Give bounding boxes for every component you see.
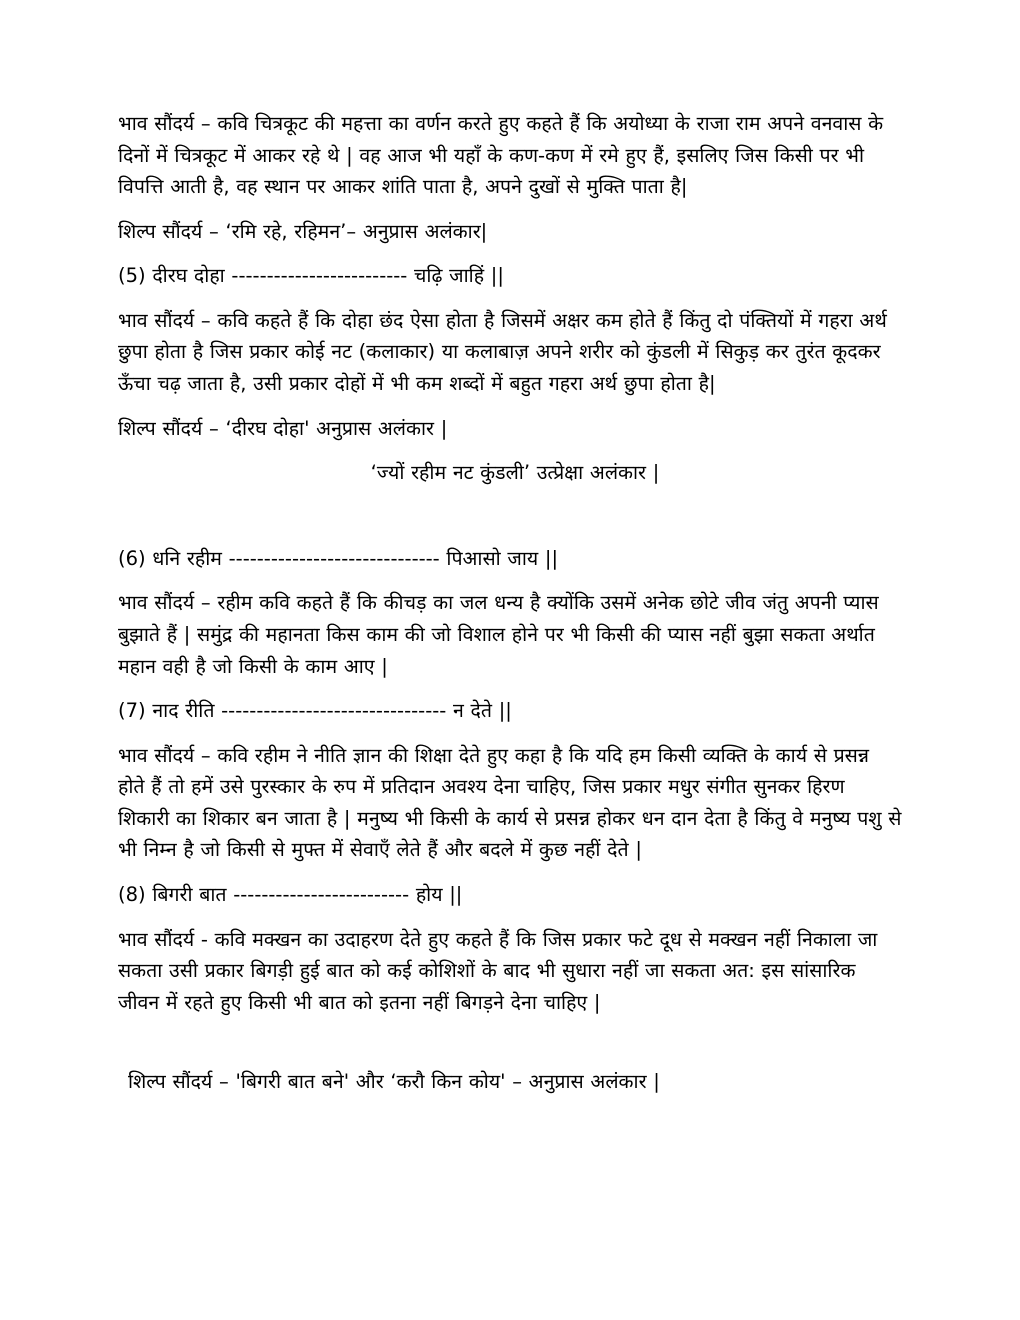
- paragraph-shilp-saundarya-deergh-doha: शिल्प सौंदर्य – ‘दीरघ दोहा' अनुप्रास अलंकार |: [118, 416, 448, 440]
- heading-doha-7: (7) नाद रीति -------------------------------- न देते ||: [118, 699, 512, 723]
- paragraph-bhav-saundarya-doha-6: भाव सौंदर्य – रहीम कवि कहते हैं कि कीचड़ का जल धन्य है क्योंकि उसमें अनेक छोटे जीव जंतु अपनी प्यास बुझाते हैं | समुंद्र की महानता किस काम की जो विशाल होने पर भी किसी की प्यास नहीं बुझा सकता अर्थात महान वही है जो किसी के काम आए |: [118, 591, 879, 678]
- heading-doha-5: (5) दीरघ दोहा ------------------------- चढ़ि जाहिं ||: [118, 264, 504, 288]
- paragraph-utpreksha-alankar: ‘ज्यों रहीम नट कुंडली’ उत्प्रेक्षा अलंकार |: [370, 461, 660, 485]
- heading-doha-6: (6) धनि रहीम ------------------------------ पिआसो जाय ||: [118, 546, 559, 570]
- heading-doha-8: (8) बिगरी बात ------------------------- होय ||: [118, 882, 463, 906]
- paragraph-bhav-saundarya-doha-7: भाव सौंदर्य – कवि रहीम ने नीति ज्ञान की शिक्षा देते हुए कहा है कि यदि हम किसी व्यक्ति के कार्य से प्रसन्न होते हैं तो हमें उसे पुरस्कार के रुप में प्रतिदान अवश्य देना चाहिए, जिस प्रकार मधुर संगीत सुनकर हिरण शिकारी का शिकार बन जाता है | मनुष्य भी किसी के कार्य से प्रसन्न होकर धन दान देता है किंतु वे मनुष्य पशु से भी निम्न है जो किसी से मुफ्त में सेवाएँ लेते हैं और बदले में कुछ नहीं देते |: [118, 743, 902, 862]
- paragraph-bhav-saundarya-chitrakoot: भाव सौंदर्य – कवि चित्रकूट की महत्ता का वर्णन करते हुए कहते हैं कि अयोध्या के राजा राम अपने वनवास के दिनों में चित्रकूट में आकर रहे थे | वह आज भी यहाँ के कण-कण में रमे हुए हैं, इसलिए जिस किसी पर भी विपत्ति आती है, वह स्थान पर आकर शांति पाता है, अपने दुखों से मुक्ति पाता है|: [118, 112, 884, 199]
- paragraph-shilp-saundarya-bigari-baat: शिल्प सौंदर्य – 'बिगरी बात बने' और ‘करौ किन कोय' – अनुप्रास अलंकार |: [128, 1070, 660, 1094]
- document-body: [118, 108, 902, 1098]
- paragraph-shilp-saundarya-rami-rahe: शिल्प सौंदर्य – ‘रमि रहे, रहिमन’– अनुप्रास अलंकार|: [118, 219, 488, 243]
- paragraph-bhav-saundarya-doha-8: भाव सौंदर्य - कवि मक्खन का उदाहरण देते हुए कहते हैं कि जिस प्रकार फटे दूध से मक्खन नहीं निकाला जा सकता उसी प्रकार बिगड़ी हुई बात को कई कोशिशों के बाद भी सुधारा नहीं जा सकता अत: इस सांसारिक जीवन में रहते हुए किसी भी बात को इतना नहीं बिगड़ने देना चाहिए |: [118, 927, 878, 1014]
- paragraph-bhav-saundarya-doha-5: भाव सौंदर्य – कवि कहते हैं कि दोहा छंद ऐसा होता है जिसमें अक्षर कम होते हैं किंतु दो पंक्तियों में गहरा अर्थ छुपा होता है जिस प्रकार कोई नट (कलाकार) या कलाबाज़ अपने शरीर को कुंडली में सिकुड़ कर तुरंत कूदकर ऊँचा चढ़ जाता है, उसी प्रकार दोहों में भी कम शब्दों में बहुत गहरा अर्थ छुपा होता है|: [118, 308, 887, 396]
